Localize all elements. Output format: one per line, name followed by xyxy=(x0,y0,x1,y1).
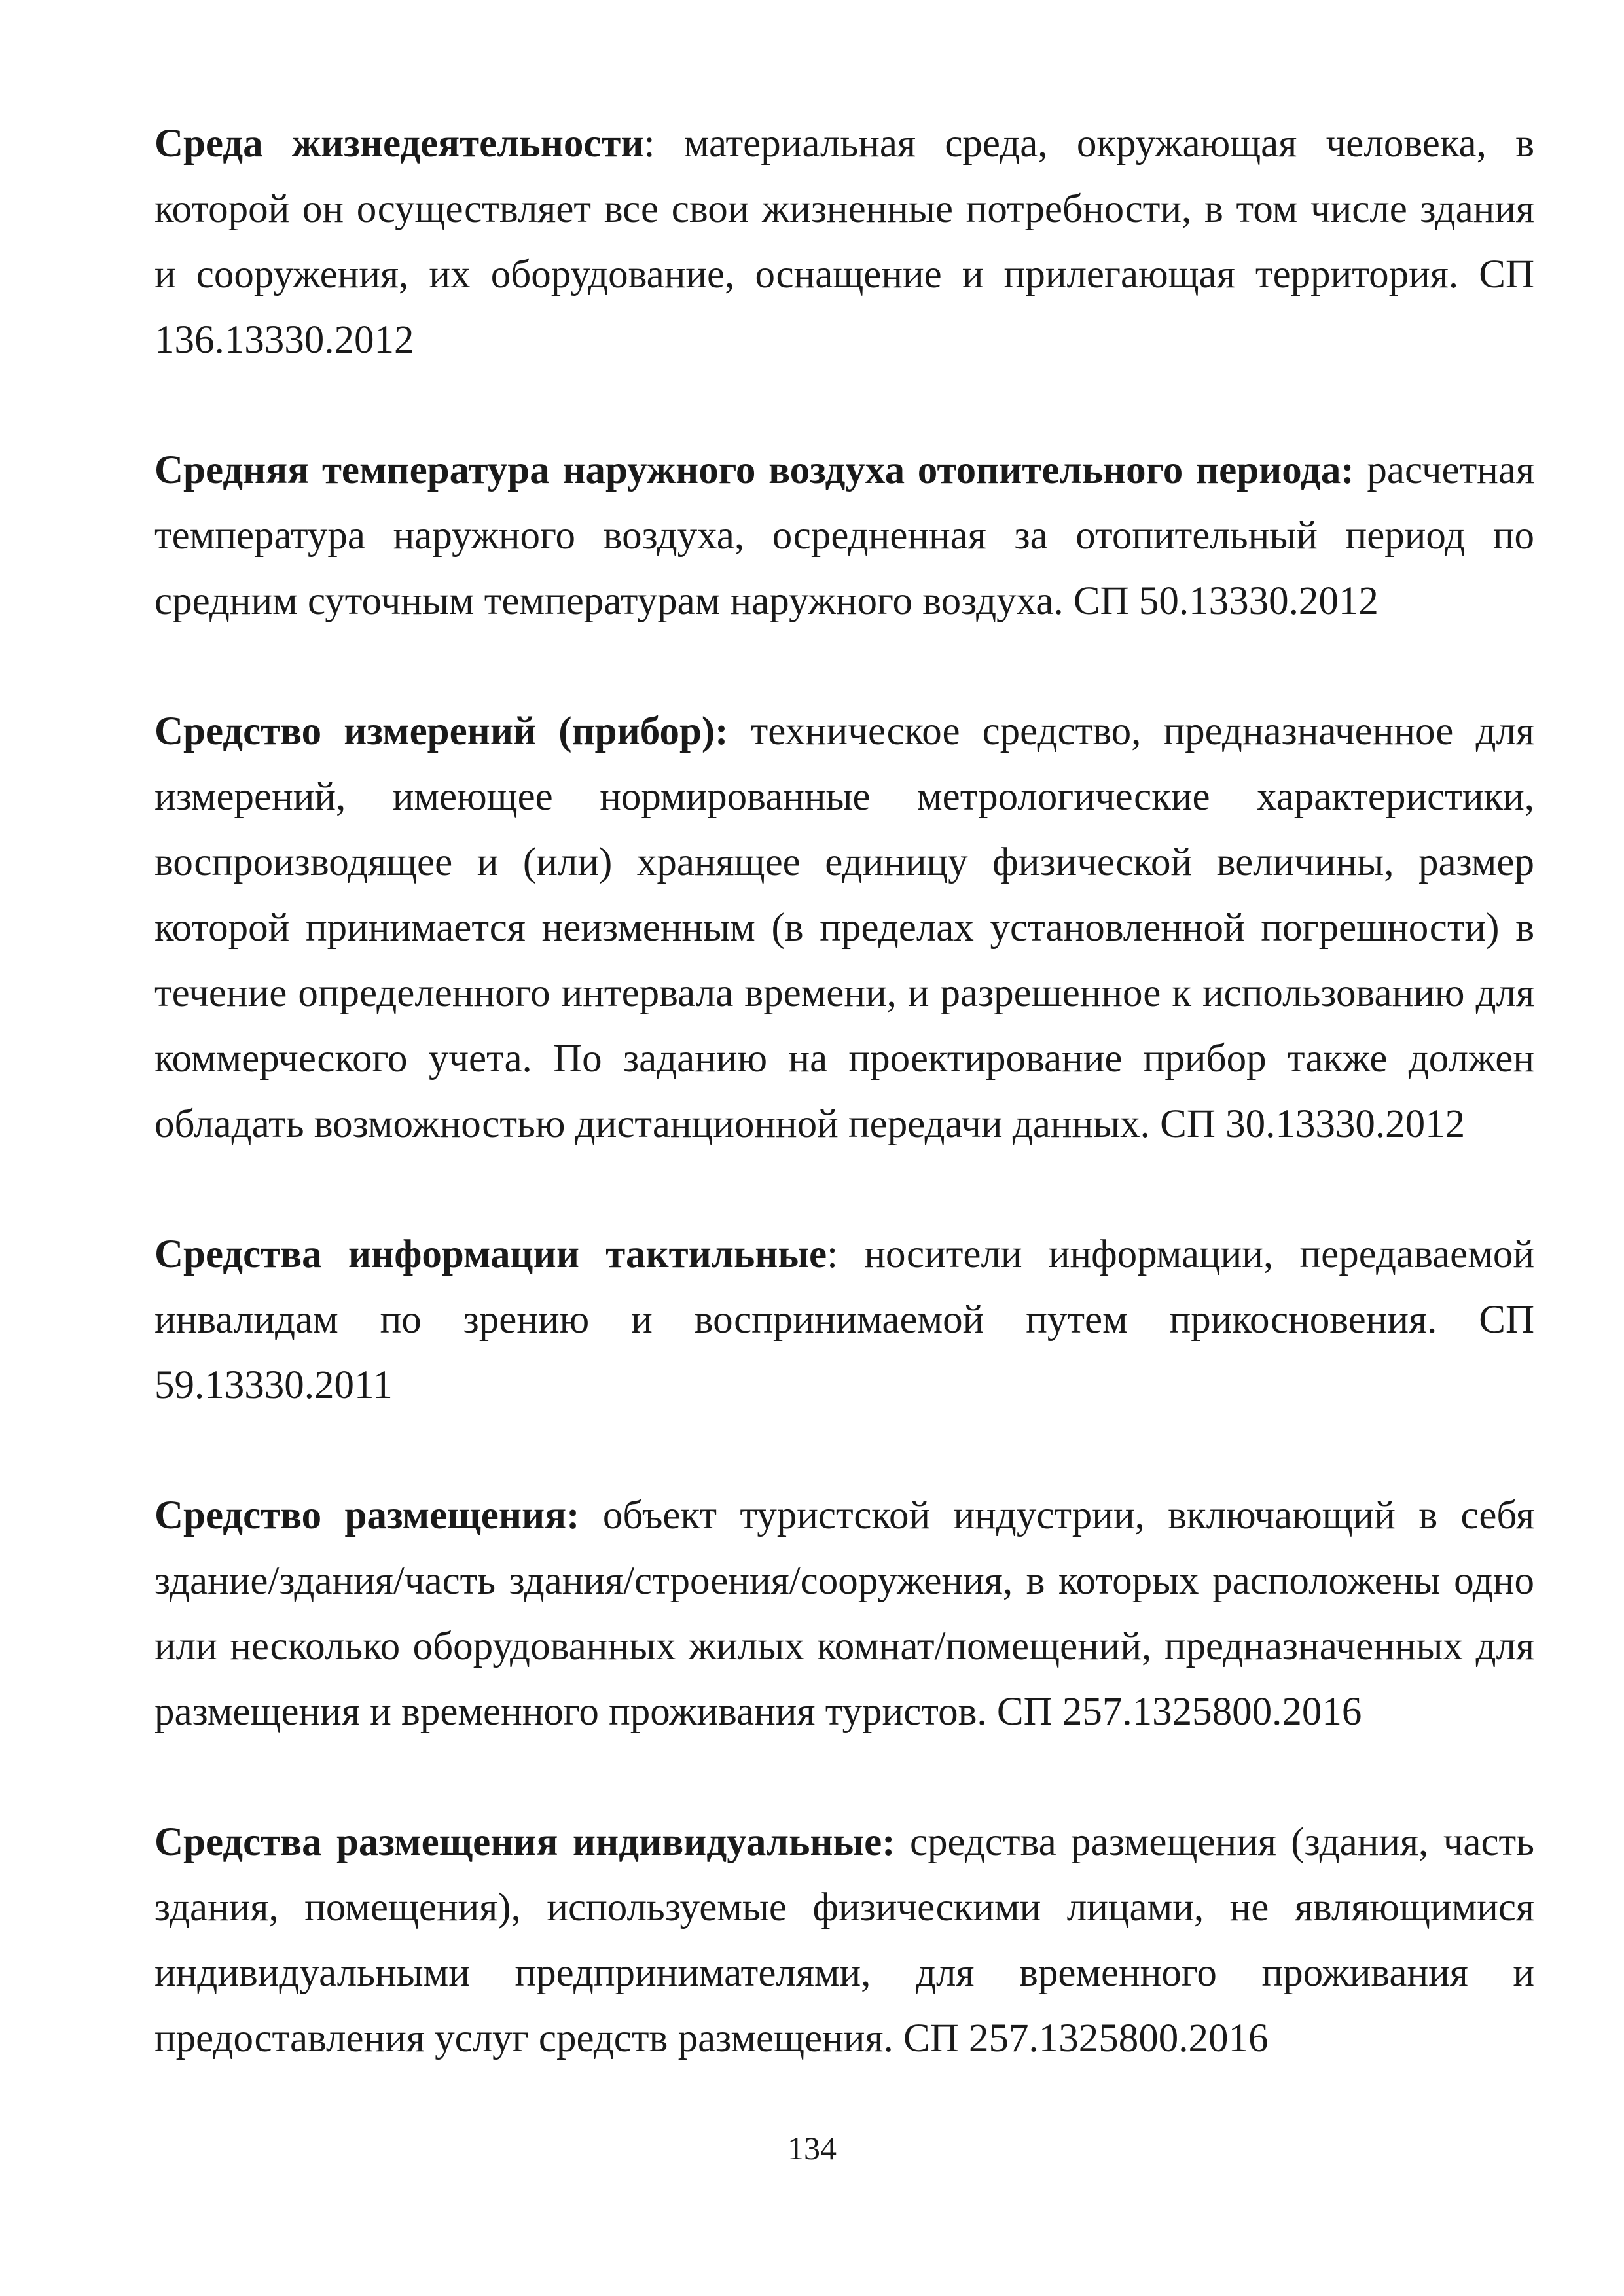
glossary-entry xyxy=(154,438,1534,634)
entry-term: Средства размещения индивидуальные: xyxy=(154,1820,895,1864)
entry-definition: средства размещения (здания, часть здания, помещения), используемые физическими лицами, не являющимися индивидуальными предпринимателями, для временного проживания и предоставления услуг средств размещения. СП 257.1325800.2016 xyxy=(154,1820,1534,2060)
entry-term: Средство измерений (прибор): xyxy=(154,709,729,753)
entry-term: Среда жизнедеятельности xyxy=(154,122,644,166)
entry-term: Средство размещения: xyxy=(154,1494,580,1537)
entry-definition: объект туристской индустрии, включающий в себя здание/здания/часть здания/строения/сооружения, в которых расположены одно или несколько оборудованных жилых комнат/помещений, предназначенных для размещения и временного проживания туристов. СП 257.1325800.2016 xyxy=(154,1494,1535,1734)
entry-separator xyxy=(1354,448,1367,492)
glossary-entry xyxy=(154,111,1534,373)
entry-separator xyxy=(895,1820,910,1864)
entry-term: Средняя температура наружного воздуха отопительного периода: xyxy=(154,448,1354,492)
entry-separator: : xyxy=(643,122,684,166)
entry-definition: носители информации, передаваемой инвалидам по зрению и воспринимаемой путем прикосновения. СП 59.13330.2011 xyxy=(154,1232,1534,1407)
glossary-body xyxy=(154,111,1534,2136)
entry-definition: техническое средство, предназначенное для измерений, имеющее нормированные метрологические характеристики, воспроизводящее и (или) хранящее единицу физической величины, размер которой принимается неизменным (в пределах установленной погрешности) в течение определенного интервала времени, и разрешенное к использованию для коммерческого учета. По заданию на проектирование прибор также должен обладать возможностью дистанционной передачи данных. СП 30.13330.2012 xyxy=(154,709,1534,1146)
entry-definition: материальная среда, окружающая человека, в которой он осуществляет все свои жизненные потребности, в том числе здания и сооружения, их оборудование, оснащение и прилегающая территория. СП 136.13330.2012 xyxy=(154,122,1535,362)
page-number: 134 xyxy=(787,2130,837,2166)
glossary-entry xyxy=(154,1810,1534,2072)
entry-separator: : xyxy=(827,1232,865,1276)
entry-definition: расчетная температура наружного воздуха, осредненная за отопительный период по средним суточным температурам наружного воздуха. СП 50.13330.2012 xyxy=(154,448,1535,623)
glossary-entry xyxy=(154,1222,1534,1418)
glossary-entry xyxy=(154,699,1534,1157)
entry-term: Средства информации тактильные xyxy=(154,1232,827,1276)
glossary-entry xyxy=(154,1483,1534,1745)
entry-separator xyxy=(579,1494,602,1537)
entry-separator xyxy=(729,709,751,753)
